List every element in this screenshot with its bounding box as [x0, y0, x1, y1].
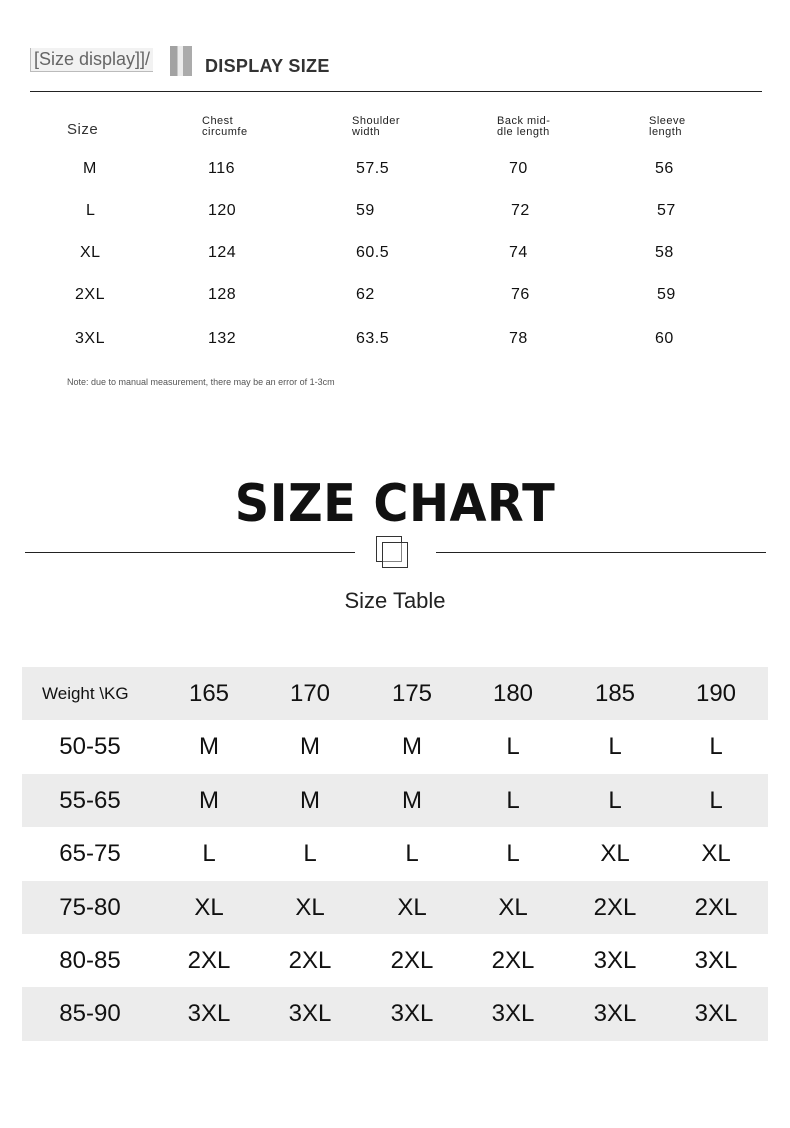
weight-range-cell: 50-55 [59, 733, 121, 761]
back-length-cell: 76 [511, 286, 530, 303]
sleeve-cell: 56 [655, 160, 674, 177]
size-table-subtitle: Size Table [344, 588, 446, 613]
chest-cell: 120 [208, 202, 237, 219]
size-cell: M [300, 733, 320, 761]
sleeve-cell: 59 [657, 286, 676, 303]
back-length-cell: 70 [509, 160, 528, 177]
display-size-header [30, 46, 762, 92]
decorative-mark [170, 46, 192, 76]
weight-range-cell: 80-85 [59, 946, 121, 974]
size-cell: L [709, 733, 723, 761]
size-cell: 2XL [288, 946, 332, 974]
size-cell: XL [600, 840, 630, 868]
header-shoulder [352, 116, 412, 138]
size-cell: M [402, 786, 422, 814]
back-length-cell: 72 [511, 202, 530, 219]
divider-right [436, 552, 766, 553]
header-weight-kg: Weight \KG [42, 684, 129, 703]
size-cell: 2XL [187, 946, 231, 974]
overlapping-squares-icon [376, 536, 412, 572]
display-size-header-row [62, 116, 742, 146]
header-height: 185 [594, 680, 636, 707]
size-cell: 3XL [593, 946, 637, 974]
shoulder-cell: 62 [356, 286, 375, 303]
size-cell: M [199, 733, 219, 761]
size-cell: L [608, 786, 622, 814]
table-row [22, 987, 768, 1040]
sleeve-cell: 58 [655, 244, 674, 261]
table-row [22, 774, 768, 827]
size-cell: XL [194, 893, 224, 921]
size-cell: 3XL [593, 1000, 637, 1028]
table-row [22, 881, 768, 934]
size-chart-title: SIZE CHART [234, 474, 556, 534]
header-height: 190 [695, 680, 737, 707]
size-cell: 3XL [491, 1000, 535, 1028]
table-row [22, 720, 768, 773]
size-cell: L [506, 733, 520, 761]
size-cell: L [202, 840, 216, 868]
header-height: 170 [289, 680, 331, 707]
weight-height-table [22, 667, 768, 1041]
size-cell: 3XL [694, 1000, 738, 1028]
header-size: Size [67, 121, 99, 138]
weight-range-cell: 75-80 [59, 893, 121, 921]
header-height: 165 [188, 680, 230, 707]
chest-cell: 132 [208, 330, 237, 347]
display-size-title: DISPLAY SIZE [205, 56, 330, 76]
header-back-length [497, 116, 557, 138]
table-row [62, 202, 742, 232]
back-length-cell: 74 [509, 244, 528, 261]
size-cell: 2XL [75, 286, 105, 303]
size-cell: 2XL [390, 946, 434, 974]
size-cell: 3XL [187, 1000, 231, 1028]
size-cell: XL [498, 893, 528, 921]
size-cell: M [199, 786, 219, 814]
header-sleeve [649, 116, 709, 138]
size-cell: XL [701, 840, 731, 868]
header-shoulder-line2: width [352, 126, 381, 138]
shoulder-cell: 60.5 [356, 244, 390, 261]
chest-cell: 128 [208, 286, 237, 303]
size-cell: 2XL [491, 946, 535, 974]
size-cell: M [300, 786, 320, 814]
size-cell: L [709, 786, 723, 814]
header-sleeve-line2: length [649, 126, 682, 138]
shoulder-cell: 59 [356, 202, 375, 219]
back-length-cell: 78 [509, 330, 528, 347]
measurement-note: Note: due to manual measurement, there may be an error of 1-3cm [67, 377, 335, 387]
size-cell: L [86, 202, 96, 219]
weight-range-cell: 55-65 [59, 786, 121, 814]
table-row [22, 934, 768, 987]
size-cell: M [83, 160, 97, 177]
size-cell: XL [80, 244, 101, 261]
divider-left [25, 552, 355, 553]
weight-range-cell: 85-90 [59, 1000, 121, 1028]
shoulder-cell: 63.5 [356, 330, 390, 347]
size-display-tag: [Size display]]/ [30, 48, 153, 72]
shoulder-cell: 57.5 [356, 160, 390, 177]
header-back-length-line1: Back mid- [497, 115, 551, 127]
header-height: 180 [492, 680, 534, 707]
size-cell: L [405, 840, 419, 868]
table-row [62, 160, 742, 190]
size-cell: L [506, 786, 520, 814]
size-cell: L [303, 840, 317, 868]
chest-cell: 116 [208, 160, 236, 177]
table-row [62, 286, 742, 316]
weight-range-cell: 65-75 [59, 840, 121, 868]
size-cell: 2XL [694, 893, 738, 921]
size-cell: M [402, 733, 422, 761]
size-cell: XL [295, 893, 325, 921]
size-cell: 3XL [694, 946, 738, 974]
sleeve-cell: 60 [655, 330, 674, 347]
size-cell: 3XL [75, 330, 105, 347]
header-chest [202, 116, 262, 138]
header-chest-line1: Chest [202, 115, 234, 127]
header-shoulder-line1: Shoulder [352, 115, 401, 127]
size-cell: L [608, 733, 622, 761]
size-cell: 3XL [390, 1000, 434, 1028]
header-sleeve-line1: Sleeve [649, 115, 686, 127]
weight-table-header-row [22, 667, 768, 720]
header-back-length-line2: dle length [497, 126, 550, 138]
size-cell: 3XL [288, 1000, 332, 1028]
table-row [62, 244, 742, 274]
table-row [62, 330, 742, 360]
size-cell: XL [397, 893, 427, 921]
size-cell: 2XL [593, 893, 637, 921]
header-height: 175 [391, 680, 433, 707]
chest-cell: 124 [208, 244, 237, 261]
size-cell: L [506, 840, 520, 868]
table-row [22, 827, 768, 880]
sleeve-cell: 57 [657, 202, 676, 219]
header-chest-line2: circumfe [202, 126, 248, 138]
